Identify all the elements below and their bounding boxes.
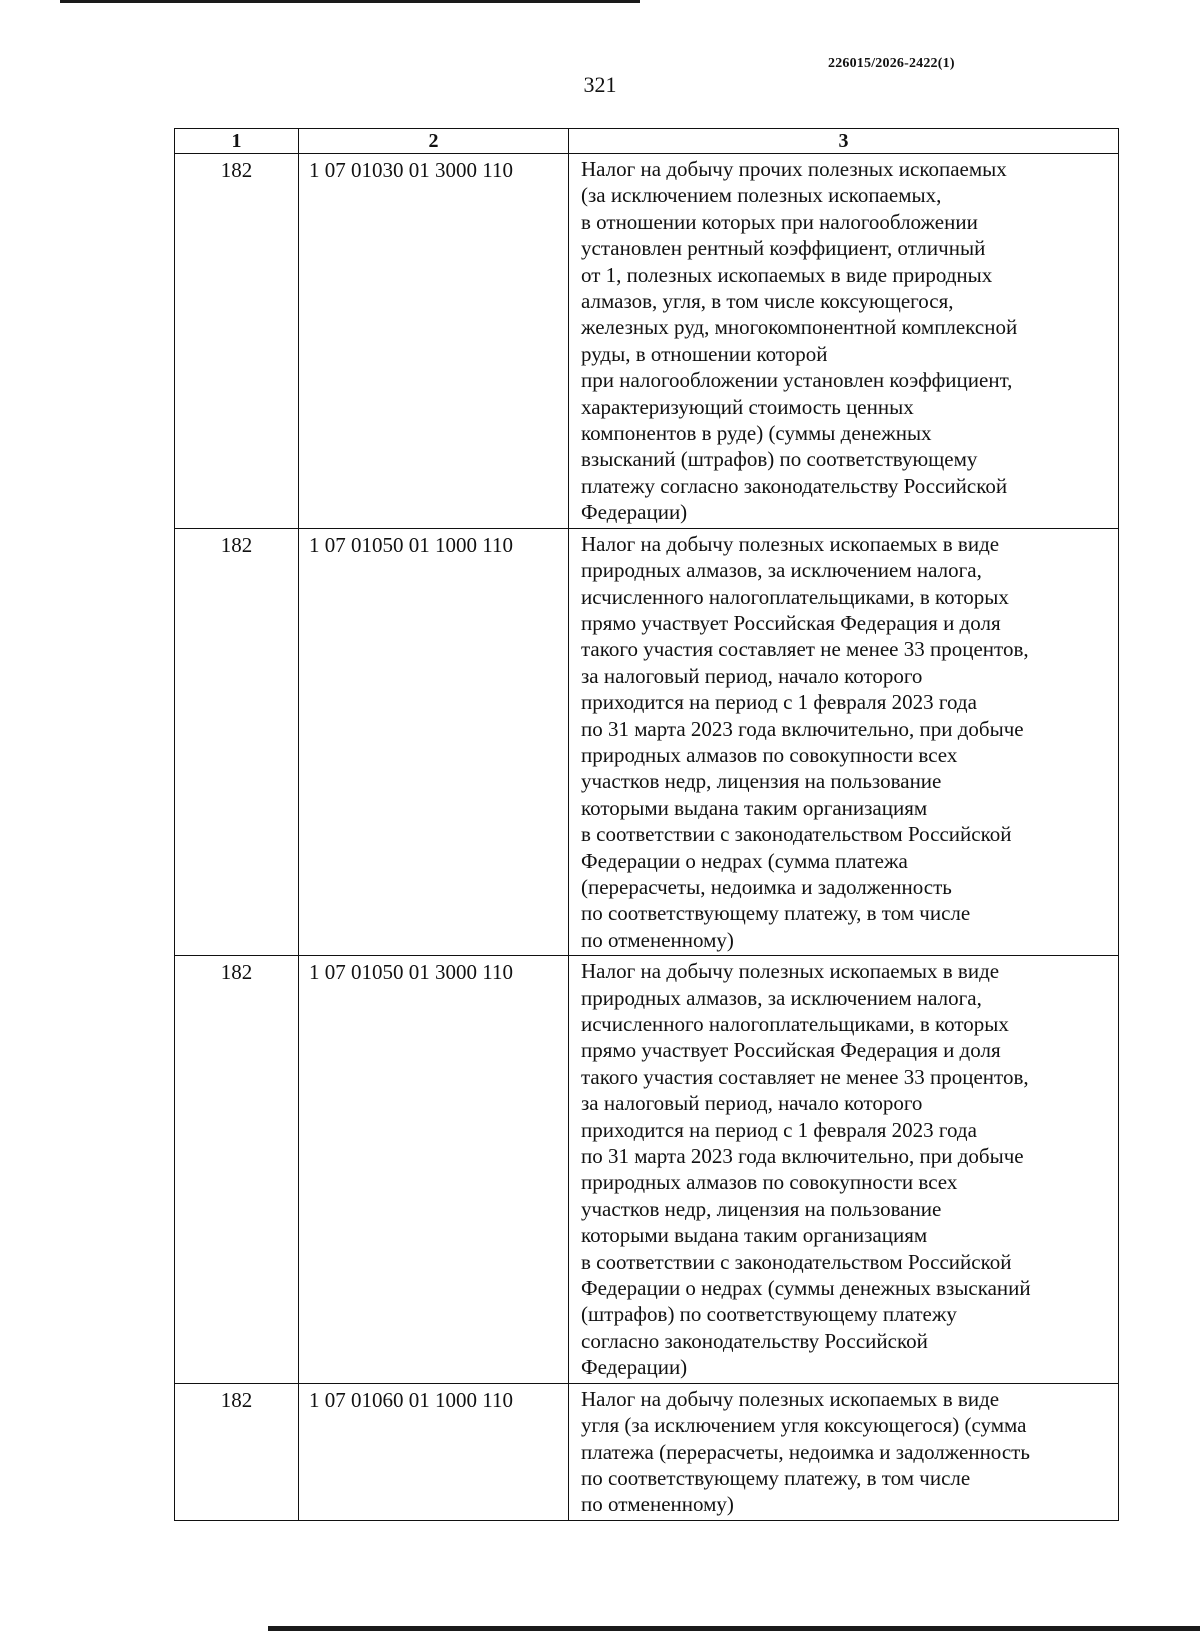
description-line: которыми выдана таким организациям [581,795,928,820]
description-line: в соответствии с законодательством Российской [581,822,1012,847]
description-line: алмазов, угля, в том числе коксующегося, [581,289,954,314]
description-line: в отношении которых при налогообложении [581,209,978,234]
description-line: Налог на добычу полезных ископаемых в виде [581,531,1000,556]
description-line: согласно законодательству Российской [581,1328,928,1353]
description-line: компонентов в руде) (суммы денежных [581,421,932,446]
description-line: (перерасчеты, недоимка и задолженность [581,874,952,899]
description-line: которыми выдана таким организациям [581,1223,928,1248]
administrator-code: 182 [175,154,299,529]
description-line: природных алмазов, за исключением налога, [581,558,982,583]
description-line: железных руд, многокомпонентной комплексной [581,315,1018,340]
description-line: Налог на добычу полезных ископаемых в виде [581,1386,1000,1411]
table-body [175,154,1119,1521]
table-row [175,1383,1119,1520]
column-header-1: 1 [175,129,299,154]
description-line: Федерации) [581,1355,688,1380]
description-line: характеризующий стоимость ценных [581,394,914,419]
description-line: природных алмазов по совокупности всех [581,1170,958,1195]
description-line: платежа (перерасчеты, недоимка и задолженность [581,1439,1030,1464]
income-description [569,528,1119,956]
description-line: угля (за исключением угля коксующегося) (сумма [581,1413,1027,1438]
description-line: участков недр, лицензия на пользование [581,769,942,794]
description-line: за налоговый период, начало которого [581,663,923,688]
description-line: прямо участвует Российская Федерация и доля [581,1038,1001,1063]
document-registration-number: 226015/2026-2422(1) [828,56,955,71]
description-line: при налогообложении установлен коэффициент, [581,368,1013,393]
budget-classification-code: 1 07 01050 01 1000 110 [299,528,569,956]
income-description [569,1383,1119,1520]
description-line: руды, в отношении которой [581,341,828,366]
description-line: по 31 марта 2023 года включительно, при добыче [581,716,1024,741]
column-header-3: 3 [569,129,1119,154]
description-line: (штрафов) по соответствующему платежу [581,1302,957,1327]
budget-classification-code: 1 07 01060 01 1000 110 [299,1383,569,1520]
description-line: такого участия составляет не менее 33 процентов, [581,1064,1029,1089]
description-line: Федерации о недрах (сумма платежа [581,848,908,873]
administrator-code: 182 [175,1383,299,1520]
budget-classification-code: 1 07 01030 01 3000 110 [299,154,569,529]
budget-classification-table [174,128,1119,1521]
budget-classification-code: 1 07 01050 01 3000 110 [299,956,569,1384]
description-line: исчисленного налогоплательщиками, в которых [581,1012,1009,1036]
income-description [569,956,1119,1384]
description-line: участков недр, лицензия на пользование [581,1196,942,1221]
column-header-2: 2 [299,129,569,154]
description-line: по соответствующему платежу, в том числе [581,901,971,926]
description-line: исчисленного налогоплательщиками, в которых [581,584,1009,609]
description-line: природных алмазов по совокупности всех [581,742,958,767]
description-line: природных алмазов, за исключением налога, [581,985,982,1010]
description-line: такого участия составляет не менее 33 процентов, [581,637,1029,662]
description-line: прямо участвует Российская Федерация и доля [581,610,1001,635]
description-line: Федерации) [581,500,688,525]
administrator-code: 182 [175,956,299,1384]
table-row [175,528,1119,956]
description-line: по 31 марта 2023 года включительно, при добыче [581,1144,1024,1169]
description-line: платежу согласно законодательству Российской [581,473,1008,498]
table-header-row [175,129,1119,154]
description-line: Федерации о недрах (суммы денежных взысканий [581,1276,1031,1301]
description-line: по отмененному) [581,927,734,952]
scan-artifact-bottom [268,1626,1200,1631]
description-line: за налоговый период, начало которого [581,1091,923,1116]
description-line: приходится на период с 1 февраля 2023 года [581,690,977,715]
description-line: в соответствии с законодательством Российской [581,1249,1012,1274]
description-line: Налог на добычу полезных ископаемых в виде [581,959,1000,984]
description-line: от 1, полезных ископаемых в виде природных [581,262,993,287]
description-line: установлен рентный коэффициент, отличный [581,236,986,261]
description-line: (за исключением полезных ископаемых, [581,183,942,208]
administrator-code: 182 [175,528,299,956]
page-number: 321 [583,72,617,97]
description-line: Налог на добычу прочих полезных ископаемых [581,157,1007,181]
income-description [569,154,1119,529]
description-line: взысканий (штрафов) по соответствующему [581,447,978,472]
table-row [175,154,1119,529]
description-line: по соответствующему платежу, в том числе [581,1465,971,1490]
scan-artifact-top [60,0,640,3]
description-line: по отмененному) [581,1492,734,1517]
table-row [175,956,1119,1384]
description-line: приходится на период с 1 февраля 2023 года [581,1117,977,1142]
